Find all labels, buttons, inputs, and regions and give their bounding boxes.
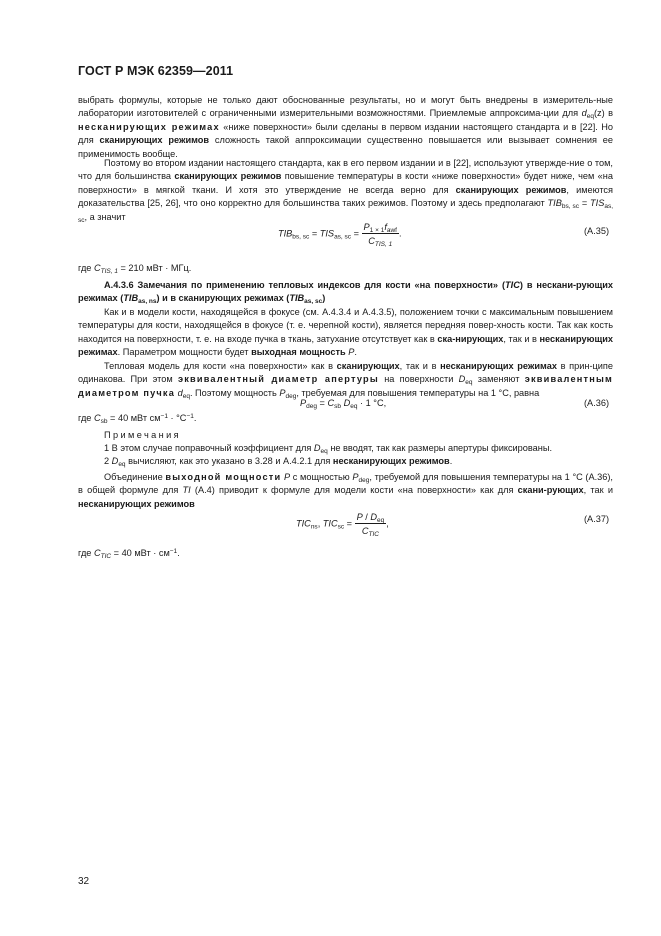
text: (А.4) приводит к формуле для модели кости «на поверхности» как для xyxy=(190,485,518,496)
equation-number: (A.35) xyxy=(584,226,610,236)
subscript: deg xyxy=(306,403,317,410)
text: . xyxy=(354,347,357,358)
numerator xyxy=(355,512,387,524)
text: , требуемой для повышения температуры на 1 °С (А.36), в общей формуле для xyxy=(78,472,613,496)
symbol: TIB xyxy=(547,198,562,209)
term: несканирующих режимах xyxy=(78,121,220,132)
text: 2 xyxy=(104,456,112,466)
symbol: d xyxy=(177,387,183,398)
symbol: TIC xyxy=(505,280,520,290)
fraction xyxy=(362,222,399,246)
page-number: 32 xyxy=(78,876,90,887)
text: = xyxy=(344,518,355,529)
symbol: TI xyxy=(182,485,191,496)
text: 1 В этом случае поправочный коэффициент для xyxy=(104,443,314,453)
symbol: P xyxy=(283,472,291,482)
text: на поверхности xyxy=(378,374,459,385)
text: сложность такой аппроксимации существенно повышается или вызывает сомнения ее применимость вообще. xyxy=(78,135,614,159)
subscript: eq xyxy=(118,461,126,468)
symbol: TIB xyxy=(123,293,139,304)
subscript: eq xyxy=(350,403,358,410)
where-c-tic xyxy=(78,547,613,560)
term: выходная мощность xyxy=(251,347,346,358)
denominator xyxy=(355,524,387,536)
symbol: TIB xyxy=(289,293,305,304)
symbol: C xyxy=(361,526,369,536)
subscript: eq xyxy=(377,517,385,524)
subscript: eq xyxy=(320,448,328,455)
text: где xyxy=(78,413,94,423)
text: , так и в xyxy=(399,361,441,371)
subscript: bs, sc xyxy=(561,203,580,211)
text: / xyxy=(362,512,371,522)
symbol: f xyxy=(384,222,387,232)
subscript: awf xyxy=(386,227,397,234)
text: ) и в сканирующих режимах ( xyxy=(156,293,290,304)
text: с мощностью xyxy=(290,472,353,482)
subscript: eq xyxy=(182,392,190,400)
subscript: TIC xyxy=(100,553,112,560)
text: = xyxy=(317,398,328,408)
subscript: 1 × 1 xyxy=(369,227,385,234)
term: несканирующих режимах xyxy=(78,333,613,358)
symbol: d xyxy=(581,108,587,119)
text: «ниже поверхности» были сделаны в первом издании настоящего стандарта и в [22]. Но для xyxy=(78,121,614,146)
text: · °С xyxy=(167,413,187,423)
note-2 xyxy=(104,455,613,468)
symbol: P xyxy=(348,347,355,358)
text: . Поэтому мощность xyxy=(189,387,280,398)
superscript: −1 xyxy=(169,548,178,555)
equation-number: (A.36) xyxy=(584,398,610,408)
text: (z) в xyxy=(593,108,613,119)
paragraph-approximations xyxy=(78,94,613,161)
where-c-tis xyxy=(78,262,613,275)
text: выбрать формулы, которые не только дают обоснованные результаты, но и могут быть внедрены в измеритель-ные лаборатории изготовителей с ограниченными измерительными возможностями. Приемлемые аппроксима-ции для xyxy=(78,95,613,119)
symbol: C xyxy=(327,398,335,408)
subscript: as, ns xyxy=(138,298,157,306)
symbol: D xyxy=(313,443,321,453)
text: , требуемая для повышения температуры на 1 °С, равна xyxy=(296,387,540,398)
text: где xyxy=(78,263,94,273)
symbol: P xyxy=(352,472,359,482)
symbol: C xyxy=(93,548,101,558)
fraction xyxy=(355,512,387,536)
text: заменяют xyxy=(472,374,525,385)
equation-number: (A.37) xyxy=(584,514,610,524)
subscript: TIS, 1 xyxy=(374,241,393,248)
subscript: eq xyxy=(465,379,473,387)
subscript: bs, sc xyxy=(292,233,310,241)
symbol: D xyxy=(370,512,378,522)
symbol: C xyxy=(368,236,375,246)
term: несканирующих режимах xyxy=(440,361,557,371)
term: сканирующих режимов xyxy=(99,135,210,146)
symbol: TIC xyxy=(296,518,311,529)
symbol: TIB xyxy=(278,228,293,239)
paragraph-bone-model xyxy=(78,306,613,360)
text: повышение температуры в кости «ниже поверхности» будет ниже, чем «на поверхности» в мягкой ткани. И хотя это утверждение не всегда верно для xyxy=(78,171,613,195)
text: , xyxy=(386,518,389,529)
text: Как и в модели кости, находящейся в фокусе (см. А.4.3.4 и А.4.3.5), положением точки с максимальным повышением температуры для кости, находящейся в фокусе (т. е. черепной кости), является передняя повер-хность кости. Так как кость находится на поверхности, т. е. на входе пучка в ткань, затухание отсутствует как в xyxy=(78,307,613,344)
term: эквивалентный диаметр апертуры xyxy=(177,374,379,385)
symbol: D xyxy=(458,374,466,385)
subscript: as, sc xyxy=(304,298,323,306)
term: несканирующих режимов xyxy=(332,456,450,466)
text: вычисляют, как это указано в 3.28 и А.4.2.1 для xyxy=(125,456,333,466)
text: , так и в xyxy=(503,333,540,344)
text: Объединение xyxy=(104,472,166,482)
subscript: ns xyxy=(310,523,318,531)
text: . Параметром мощности будет xyxy=(117,347,252,358)
symbol: D xyxy=(111,456,119,466)
equation-a37 xyxy=(296,512,389,536)
term: сканирующих режимов xyxy=(455,184,567,195)
subscript: deg xyxy=(358,477,370,484)
symbol: D xyxy=(343,398,351,408)
text: не вводят, так как размеры апертуры фиксированы. xyxy=(327,443,553,453)
document-header: ГОСТ Р МЭК 62359—2011 xyxy=(78,64,234,78)
text: · 1 °С, xyxy=(357,398,387,408)
symbol: P xyxy=(279,387,286,398)
text: , так и xyxy=(583,485,613,496)
symbol: P xyxy=(356,512,363,522)
subscript: deg xyxy=(285,392,297,400)
section-heading-a436 xyxy=(78,279,613,306)
paragraph-thermal-model xyxy=(78,360,613,400)
text: , а значит xyxy=(84,211,126,222)
text: Тепловая модель для кости «на поверхности» как в xyxy=(104,361,337,371)
text: = xyxy=(351,228,362,239)
subscript: sb xyxy=(100,418,108,425)
symbol: TIC xyxy=(322,518,338,529)
term: выходной мощности xyxy=(165,472,282,482)
text: в прин-ципе одинакова. При этом xyxy=(78,361,614,385)
text: А.4.3.6 Замечания по применению тепловых индексов для кости «на поверхности» ( xyxy=(104,280,506,290)
symbol: TIS xyxy=(319,228,335,239)
superscript: −1 xyxy=(186,413,194,420)
text: . xyxy=(449,456,453,466)
text: Поэтому во втором издании настоящего стандарта, как в его первом издании и в [22], используют утвержде-ние о том, что для большинства xyxy=(78,158,613,182)
subscript: eq xyxy=(586,113,594,121)
equation-a36 xyxy=(300,398,386,408)
symbol: P xyxy=(300,398,307,408)
term: сканирующих режимов xyxy=(174,171,282,182)
denominator xyxy=(362,234,399,246)
subscript: TIC xyxy=(368,531,379,538)
text: ) в нескани-рующих режимах ( xyxy=(78,280,614,304)
numerator xyxy=(362,222,399,234)
equation-a35 xyxy=(278,222,402,246)
text: = xyxy=(309,228,320,239)
term: эквивалентным диаметром пучка xyxy=(78,374,613,398)
subscript: sc xyxy=(337,523,345,531)
text: = 210 мВт · МГц. xyxy=(117,263,192,273)
where-c-sb xyxy=(78,412,613,425)
symbol: P xyxy=(363,222,370,232)
text: . xyxy=(193,413,197,423)
text: где xyxy=(78,548,94,558)
text: , имеются доказательства [25, 26], что оно корректно для большинства таких режимов. Поэтому и здесь предполагают xyxy=(78,184,613,209)
symbol: TIS xyxy=(590,198,605,209)
symbol: C xyxy=(93,413,101,423)
note-1 xyxy=(104,442,613,455)
subscript: as, sc xyxy=(78,203,613,224)
term: сканирующих xyxy=(336,361,400,371)
paragraph-second-edition xyxy=(78,157,613,224)
text: = 40 мВт см xyxy=(107,413,161,423)
term: ска-нирующих xyxy=(437,333,504,344)
paragraph-combination xyxy=(78,471,613,511)
term: несканирующих режимов xyxy=(78,498,195,509)
text: = 40 мВт · см xyxy=(111,548,170,558)
superscript: −1 xyxy=(160,413,168,420)
term: скани-рующих xyxy=(517,485,584,496)
text: = xyxy=(579,198,591,209)
notes-title: Примечания xyxy=(104,430,182,440)
subscript: as, sc xyxy=(334,233,352,241)
subscript: sb xyxy=(334,403,341,410)
subscript: TIS, 1 xyxy=(100,268,118,275)
text: . xyxy=(399,228,402,239)
text: ) xyxy=(322,293,326,304)
text: , xyxy=(317,518,323,529)
text: . xyxy=(177,548,180,558)
symbol: C xyxy=(93,263,101,273)
